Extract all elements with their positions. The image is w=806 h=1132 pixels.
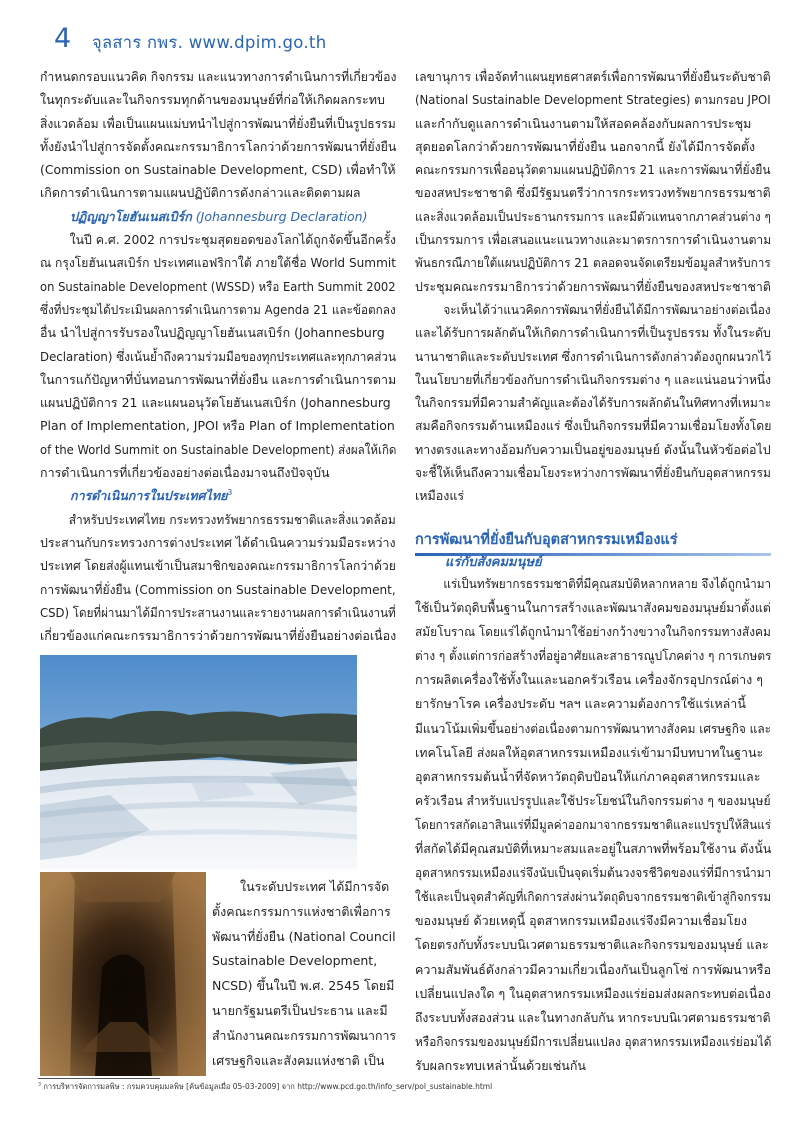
text-line: Plan of Implementation, JPOI หรือ Plan of Implementation	[40, 418, 395, 434]
footnote-ref: 3	[227, 488, 233, 498]
text-line: คณะกรรมการเพื่ออนุวัตตามแผนปฏิบัติการ 21 และการพัฒนาที่ยั่งยืน	[415, 162, 771, 178]
footnote	[38, 1081, 598, 1093]
text-line: อุตสาหกรรมต้นน้ำที่จัดหาวัตถุดิบป้อนให้แก่ภาคอุตสาหกรรมและ	[415, 768, 761, 784]
paragraph	[415, 65, 771, 298]
newsletter-title: จุลสาร กพร. www.dpim.go.th	[92, 33, 327, 52]
text-line: หรือกิจกรรมของมนุษย์มีการเปลี่ยนแปลง อุตสาหกรรมเหมืองแร่ย่อมได้	[415, 1033, 771, 1049]
text-line: เศรษฐกิจและสังคมแห่งชาติ เป็น	[212, 1052, 385, 1068]
text-line: เกี่ยวข้องแก่คณะกรรมาธิการว่าด้วยการพัฒนาที่ยั่งยืนอย่างต่อเนื่อง	[40, 628, 396, 644]
text-line: NCSD) ขึ้นในปี พ.ศ. 2545 โดยมี	[212, 978, 395, 994]
text-line: และสิ่งแวดล้อมเป็นประธานกรรมการ และมีตัวแทนจากภาคส่วนต่าง ๆ	[415, 208, 771, 224]
text-line: สุดยอดโลกว่าด้วยการพัฒนาที่ยั่งยืน นอกจากนี้ ยังได้มีการจัดตั้ง	[415, 138, 756, 154]
text-line: เหมืองแร่	[415, 488, 465, 504]
text-line: จะชี้ให้เห็นถึงความเชื่อมโยงระหว่างการพัฒนาที่ยั่งยืนกับอุตสาหกรรม	[415, 465, 771, 481]
text-line: นายกรัฐมนตรีเป็นประธาน และมี	[212, 1002, 388, 1018]
text-line: ใช้เป็นวัตถุดิบพื้นฐานในการสร้างและพัฒนาสังคมของมนุษย์มาตั้งแต่	[415, 600, 771, 616]
text-line: ประเทศ โดยส่งผู้แทนเข้าเป็นสมาชิกของคณะกรรมาธิการโลกว่าด้วย	[40, 558, 396, 574]
text-line: Declaration) ซึ่งเน้นย้ำถึงความร่วมมือของทุกประเทศและทุกภาคส่วน	[40, 348, 396, 364]
paragraph	[415, 298, 771, 508]
text-line: พัฒนาที่ยั่งยืน (National Council	[212, 928, 396, 944]
text-line: มีแนวโน้มเพิ่มขึ้นอย่างต่อเนื่องตามการพัฒนาทางสังคม เศรษฐกิจ และ	[415, 720, 771, 736]
text-line: โดยการสกัดเอาสินแร่ที่มีมูลค่าออกมาจากธรรมชาติและแปรรูปให้สินแร่	[415, 816, 771, 832]
paragraph	[40, 228, 396, 484]
text-line: on Sustainable Development (WSSD) หรือ Earth Summit 2002	[40, 278, 396, 294]
text-line: เลขานุการ เพื่อจัดทำแผนยุทธศาสตร์เพื่อการพัฒนาที่ยั่งยืนระดับชาติ	[415, 69, 771, 84]
paragraph	[40, 65, 396, 205]
text-line: ประสานกับกระทรวงการต่างประเทศ ได้ดำเนินความร่วมมือระหว่าง	[40, 534, 396, 550]
heading-text: การดำเนินการในประเทศไทย	[70, 488, 228, 504]
photo-side-text	[212, 875, 396, 1077]
text-line: of the World Summit on Sustainable Development) ส่งผลให้เกิด	[40, 441, 396, 457]
text-line: พันธกรณีภายใต้แผนปฏิบัติการ 21 ตลอดจนจัดเตรียมข้อมูลสำหรับการ	[415, 255, 771, 271]
text-line: Sustainable Development,	[212, 953, 378, 969]
footnote-number: 3	[38, 1082, 41, 1088]
section-heading-johannesburg	[40, 205, 396, 228]
text-line: ในระดับประเทศ ได้มีการจัด	[240, 879, 390, 894]
text-line: แผนปฏิบัติการ 21 และแผนอนุวัตโยฮันเนสเบิร์ก (Johannesburg	[40, 395, 391, 411]
text-line: และกำกับดูแลการดำเนินงานตามให้สอดคล้องกับผลการประชุม	[415, 115, 752, 131]
text-line: ในนโยบายที่เกี่ยวข้องกับการดำเนินกิจกรรมต่าง ๆ และแน่นอนว่าหนึ่ง	[415, 371, 771, 387]
sub-heading: แร่กับสังคมมนุษย์	[445, 555, 542, 570]
text-line: ครัวเรือน สำหรับแปรรูปและใช้ประโยชน์ในกิจกรรมต่าง ๆ ของมนุษย์	[415, 792, 771, 808]
text-line: ของสหประชาชาติ ซึ่งมีรัฐมนตรีว่าการกระทรวงทรัพยากรธรรมชาติ	[415, 185, 771, 201]
text-line: (National Sustainable Development Strategies) ตามกรอบ JPOI	[415, 92, 771, 108]
paragraph	[40, 508, 396, 648]
text-line: สำนักงานคณะกรรมการพัฒนาการ	[212, 1027, 396, 1043]
text-line: ความสัมพันธ์ดังกล่าวมีความเกี่ยวเนื่องกันเป็นลูกโซ่ การพัฒนาหรือ	[415, 961, 771, 977]
text-line: จะเห็นได้ว่าแนวคิดการพัฒนาที่ยั่งยืนได้มีการพัฒนาอย่างต่อเนื่อง	[443, 301, 771, 317]
text-line: ทางตรงและทางอ้อมกับความเป็นอยู่ของมนุษย์ ดังนั้นในหัวข้อต่อไป	[415, 441, 771, 457]
text-line: สมัยโบราณ โดยแร่ได้ถูกนำมาใช้อย่างกว้างขวางในกิจกรรมทางสังคม	[415, 624, 771, 640]
mine-tunnel-photo	[40, 872, 206, 1076]
text-line: สำหรับประเทศไทย กระทรวงทรัพยากรธรรมชาติและสิ่งแวดล้อม	[68, 511, 396, 527]
text-line: ในปี ค.ศ. 2002 การประชุมสุดยอดของโลกได้ถูกจัดขึ้นอีกครั้ง	[69, 232, 396, 248]
text-line: ตั้งคณะกรรมการแห่งชาติเพื่อการ	[212, 903, 391, 919]
text-line: กำหนดกรอบแนวคิด กิจกรรม และแนวทางการดำเนินการที่เกี่ยวข้อง	[40, 69, 396, 84]
text-line: ใช้และเป็นจุดสำคัญที่เกิดการส่งผ่านวัตถุดิบจากธรรมชาติเข้าสู่กิจกรรม	[415, 889, 771, 905]
text-line: ประชุมคณะกรรมาธิการว่าด้วยการพัฒนาที่ยั่งยืนของสหประชาชาติ	[415, 278, 771, 294]
page-number: 4	[54, 23, 72, 54]
text-line: ในกิจกรรมที่มีความสำคัญและต้องได้รับการผลักดันในทิศทางที่เหมาะ	[415, 395, 771, 411]
text-line: และได้รับการผลักดันให้เกิดการดำเนินการที่เป็นรูปธรรม ทั้งในระดับ	[415, 325, 771, 341]
text-line: ทั้งยังนำไปสู่การจัดตั้งคณะกรรมาธิการโลกว่าด้วยการพัฒนาที่ยั่งยืน	[40, 138, 396, 154]
right-column-lower	[415, 572, 771, 1082]
text-line: สิ่งแวดล้อม เพื่อเป็นแผนแม่บทนำไปสู่การพัฒนาที่ยั่งยืนที่เป็นรูปธรรม	[40, 115, 396, 131]
text-line: ในทุกระดับและในกิจกรรมทุกด้านของมนุษย์ที่ก่อให้เกิดผลกระทบ	[40, 92, 385, 108]
paragraph	[415, 572, 771, 1078]
text-line: การพัฒนาที่ยั่งยืน (Commission on Sustainable Development,	[40, 581, 396, 597]
text-line: โดยตรงกับทั้งระบบนิเวศตามธรรมชาติและกิจกรรมของมนุษย์ และ	[415, 937, 769, 953]
text-line: ซึ่งที่ประชุมได้ประเมินผลการดำเนินการตาม Agenda 21 และข้อตกลง	[40, 301, 396, 317]
text-line: รับผลกระทบเหล่านั้นด้วยเช่นกัน	[415, 1057, 586, 1073]
text-line: สมคือกิจกรรมด้านเหมืองแร่ ซึ่งเป็นกิจกรรมที่มีความเชื่อมโยงทั้งโดย	[415, 418, 771, 434]
heading-thai: ปฏิญญาโยฮันเนสเบิร์ก	[70, 208, 192, 224]
paragraph	[212, 875, 396, 1073]
text-line: อื่น นำไปสู่การรับรองในปฏิญญาโยฮันเนสเบิร์ก (Johannesburg	[40, 325, 385, 341]
text-line: ต่าง ๆ ตั้งแต่การก่อสร้างที่อยู่อาศัยและสาธารณูปโภคต่าง ๆ การเกษตร	[415, 648, 771, 664]
heading-english: (Johannesburg Declaration)	[195, 208, 368, 224]
text-line: แร่เป็นทรัพยากรธรรมชาติที่มีคุณสมบัติหลากหลาย จึงได้ถูกนำมา	[443, 576, 771, 591]
text-line: ถึงระบบทั้งสองส่วน และในทางกลับกัน หากระบบนิเวศตามธรรมชาติ	[415, 1009, 771, 1025]
left-column	[40, 65, 396, 655]
text-line: เปลี่ยนแปลงใด ๆ ในอุตสาหกรรมเหมืองแร่ย่อมส่งผลกระทบต่อเนื่อง	[415, 985, 771, 1001]
section-heading-thailand	[40, 484, 396, 507]
text-line: (Commission on Sustainable Development, CSD) เพื่อทำให้	[40, 162, 396, 178]
quarry-photo	[40, 655, 357, 869]
text-line: นานาชาติและระดับประเทศ ซึ่งการดำเนินการดังกล่าวต้องถูกผนวกไว้	[415, 348, 771, 364]
text-line: การดำเนินการที่เกี่ยวข้องอย่างต่อเนื่องมาจนถึงปัจจุบัน	[40, 465, 330, 481]
text-line: ยารักษาโรค เครื่องประดับ ฯลฯ และความต้องการใช้แร่เหล่านี้	[415, 696, 746, 712]
text-line: การผลิตเครื่องใช้ทั้งในและนอกครัวเรือน เครื่องจักรอุปกรณ์ต่าง ๆ	[415, 672, 763, 688]
text-line: CSD) โดยที่ผ่านมาได้มีการประสานงานและรายงานผลการดำเนินงานที่	[40, 604, 396, 620]
section-heading-mining: การพัฒนาที่ยั่งยืนกับอุตสาหกรรมเหมืองแร่	[415, 532, 678, 548]
text-line: เทคโนโลยี ส่งผลให้อุตสาหกรรมเหมืองแร่เข้ามามีบทบาทในฐานะ	[415, 744, 764, 760]
text-line: ของมนุษย์ ด้วยเหตุนี้ อุตสาหกรรมเหมืองแร่จึงมีความเชื่อมโยง	[415, 913, 747, 929]
text-line: ณ กรุงโยฮันเนสเบิร์ก ประเทศแอฟริกาใต้ ภายใต้ชื่อ World Summit	[40, 255, 396, 271]
text-line: ในการแก้ปัญหาที่บั่นทอนการพัฒนาที่ยั่งยืน และการดำเนินการตาม	[40, 371, 396, 387]
text-line: อุตสาหกรรมเหมืองแร่จึงนับเป็นจุดเริ่มต้นวงจรชีวิตของแร่ที่มีการนำมา	[415, 865, 771, 881]
text-line: เป็นกรรมการ เพื่อเสนอแนะแนวทางและมาตรการการดำเนินงานตาม	[415, 232, 771, 248]
footnote-divider	[38, 1078, 160, 1079]
text-line: ที่สกัดได้มีคุณสมบัติที่เหมาะสมและอยู่ในสภาพที่พร้อมใช้งาน ดังนั้น	[415, 841, 771, 857]
right-column	[415, 65, 771, 515]
text-line: เกิดการดำเนินการตามแผนปฏิบัติการดังกล่าวและติดตามผล	[40, 185, 361, 201]
footnote-text: การบริหารจัดการมลพิษ : กรมควบคุมมลพิษ [ค้นข้อมูลเมื่อ 05-03-2009] จาก http://www.pcd.go.th/info_serv/pol_sustainable.html	[43, 1082, 493, 1091]
